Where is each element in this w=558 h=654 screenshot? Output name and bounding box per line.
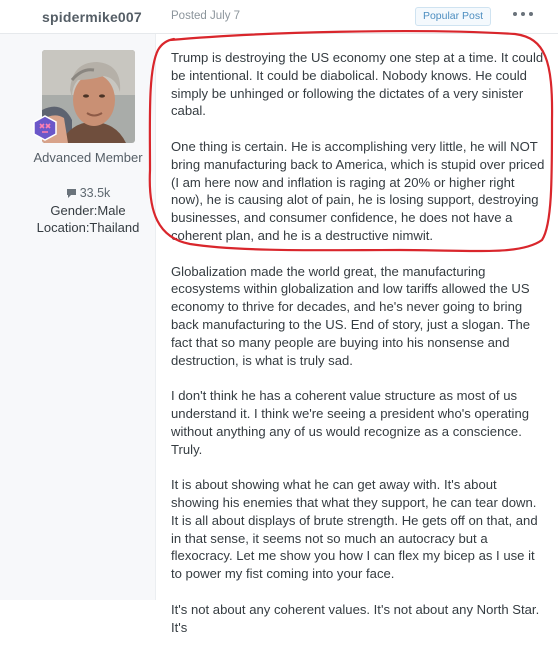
more-options-icon[interactable] — [510, 6, 536, 22]
post-paragraph: I don't think he has a coherent value structure as most of us understand it. I think we're seeing a president who's operating without anything any of us would recognize as a conscience. Truly. — [171, 388, 530, 457]
post-count[interactable] — [0, 186, 176, 200]
author-location: Location:Thailand — [36, 220, 140, 235]
post-date[interactable]: Posted July 7 — [171, 10, 241, 22]
post-content — [171, 49, 545, 654]
post-count-value: 33.5k — [79, 186, 111, 200]
post-paragraph: Globalization made the world great, the manufacturing ecosystems within globalization and low tariffs allowed the US economy to thrive for decades, and he's never going to bring back manufacturing to the US. End of story, just a slogan. The fact that so many people are buying into his nonsense and destruction, is what is truly sad. — [171, 263, 531, 368]
author-username[interactable]: spidermike007 — [42, 9, 142, 25]
rank-badge-icon — [32, 115, 58, 141]
post-paragraph: Trump is destroying the US economy one step at a time. It could be intentional. It could be diabolical. Nobody knows. He could simply be unhinged or following the dictates of a very sinister cabal. — [171, 50, 544, 119]
post-paragraph: One thing is certain. He is accomplishing very little, he will NOT bring manufacturing back to America, which is stupid over priced (I am here now and inflation is raging at 20% or higher right now), he is causing alot of pain, he is losing support, destroying businesses, and consumer confidence, he does not have a coherent plan, and he is a destructive nimwit. — [171, 138, 545, 243]
author-gender: Gender:Male — [50, 203, 126, 218]
popular-post-badge: Popular Post — [415, 7, 491, 26]
post-paragraph: It is about showing what he can get away with. It's about showing his enemies that what they support, he can tear down. It is all about displays of brute strength. He gets off on that, and in that sense, it seems not so much an autocracy but a flexocracy. Let me show you how I can flex my bicep as I use it to power my fist coming into your face. — [171, 477, 538, 582]
post-header — [0, 0, 558, 30]
rank-title: Advanced Member — [33, 150, 143, 165]
post-paragraph: It's not about any coherent values. It's not about any North Star. It's — [171, 601, 540, 635]
speech-bubble-icon — [66, 188, 77, 199]
